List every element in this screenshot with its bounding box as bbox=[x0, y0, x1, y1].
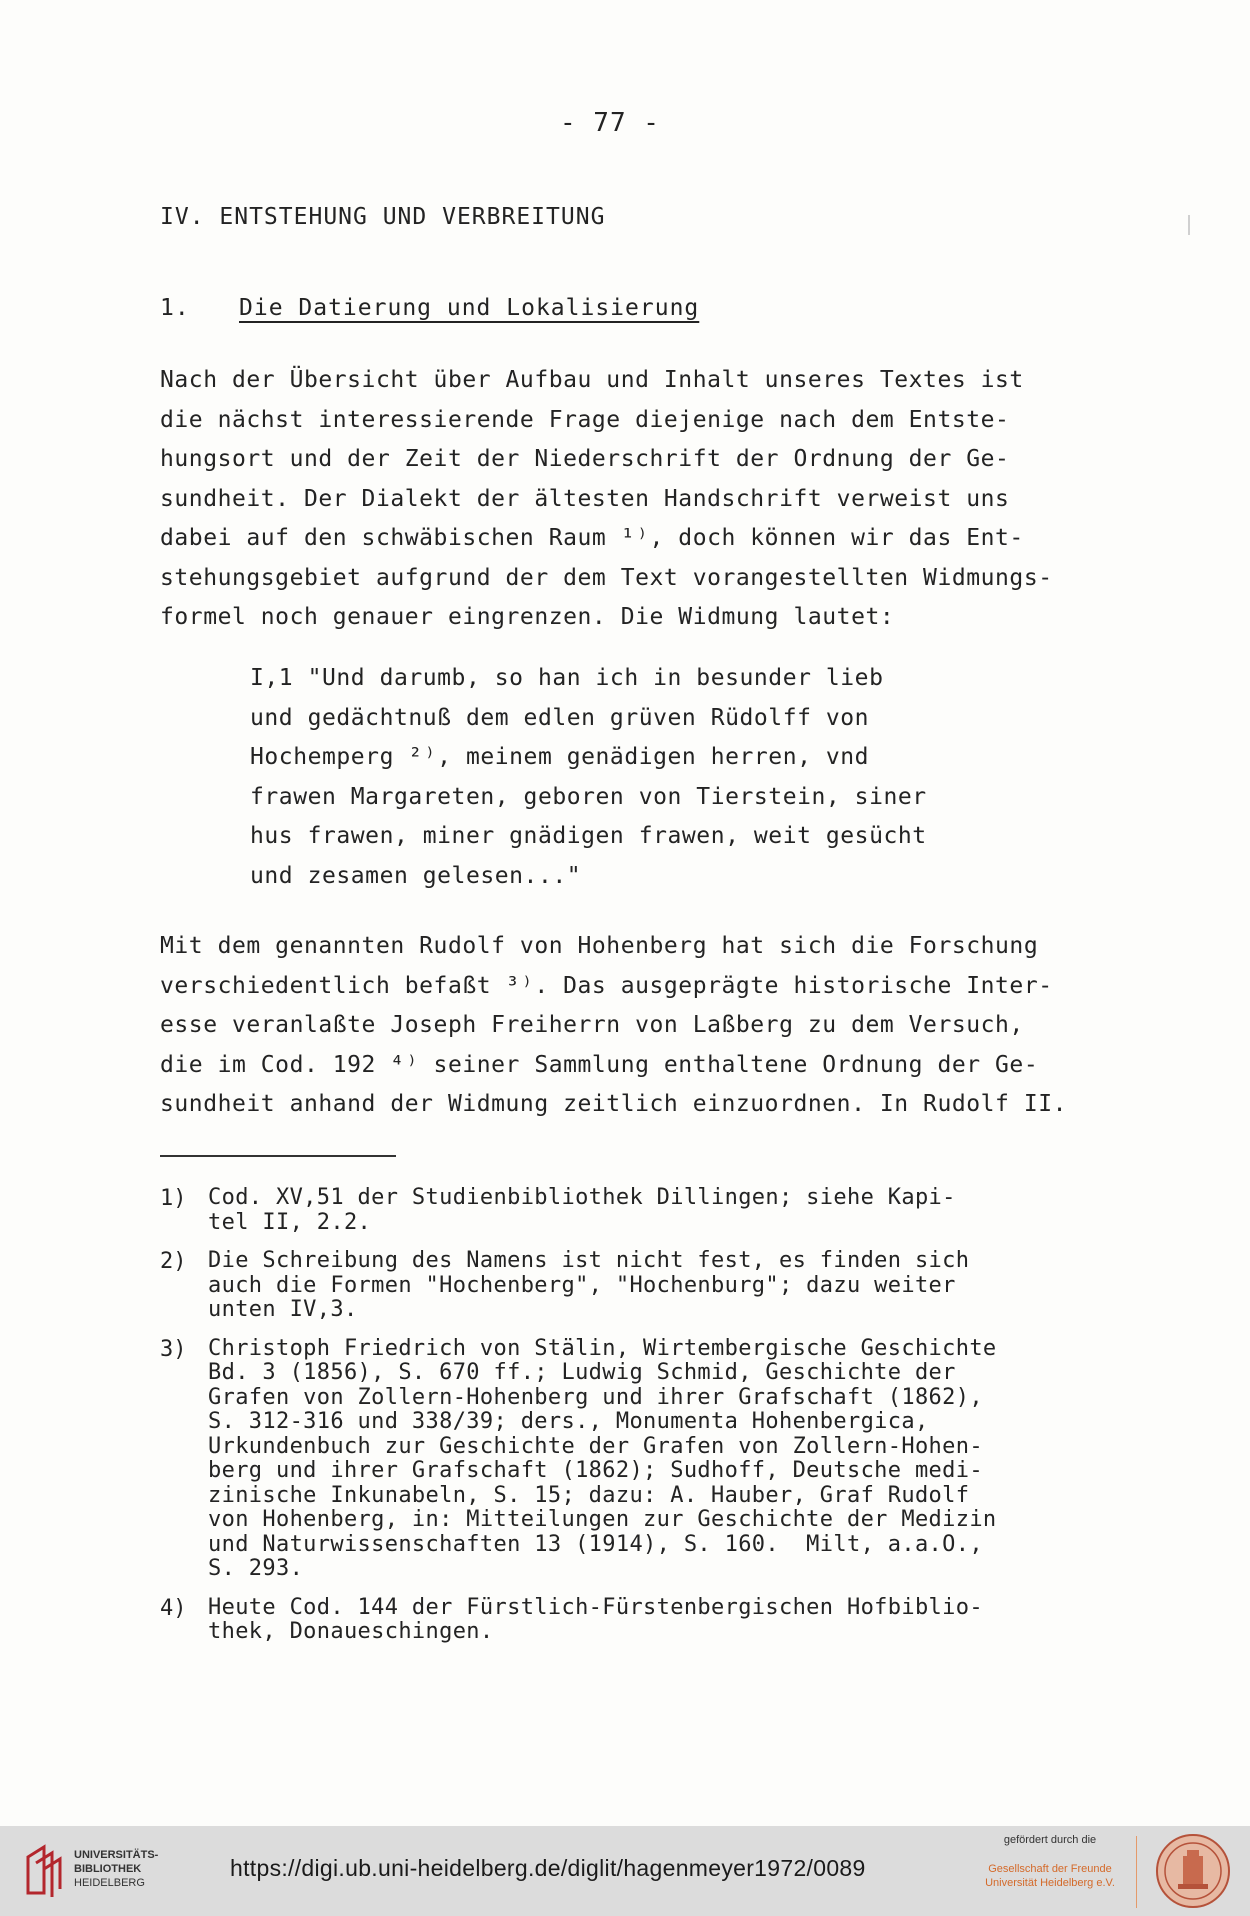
library-name-line: UNIVERSITÄTS- bbox=[74, 1849, 159, 1861]
body-paragraph-1: Nach der Übersicht über Aufbau und Inhalt unseres Textes ist die nächst interessierende Frage diejenige nach dem Entste- hungsort und der Zeit der Niederschrift der Ordnung der Ge- sundheit. Der Dialekt der ältesten Handschrift verweist uns dabei auf den schwäbischen Raum ¹⁾, doch können wir das Ent- stehungsgebiet aufgrund der dem Text vorangestellten Widmungs- formel noch genauer eingrenzen. Die Widmung lautet: bbox=[160, 367, 1053, 630]
footnote bbox=[160, 1249, 1150, 1323]
footnote bbox=[160, 1337, 1150, 1582]
sponsor-credit bbox=[960, 1834, 1140, 1890]
section-number: 1. bbox=[160, 295, 190, 321]
footnote bbox=[160, 1186, 1150, 1235]
footnote-number: 1) bbox=[160, 1186, 187, 1211]
permalink[interactable]: https://digi.ub.uni-heidelberg.de/diglit/hagenmeyer1972/0089 bbox=[230, 1855, 866, 1881]
section-heading bbox=[160, 295, 700, 321]
footnote-number: 2) bbox=[160, 1249, 187, 1274]
sponsor-name-line: Universität Heidelberg e.V. bbox=[985, 1877, 1115, 1889]
footnote-text: Die Schreibung des Namens ist nicht fest, es finden sich auch die Formen "Hochenberg", "Hochenburg"; dazu weiter unten IV,3. bbox=[208, 1248, 970, 1322]
library-name-line: BIBLIOTHEK bbox=[74, 1863, 142, 1875]
scan-mark bbox=[1188, 215, 1190, 235]
library-logo-icon bbox=[24, 1843, 64, 1899]
library-name bbox=[74, 1848, 158, 1890]
sponsor-name-line: Gesellschaft der Freunde bbox=[988, 1863, 1112, 1875]
body-paragraph-2: Mit dem genannten Rudolf von Hohenberg hat sich die Forschung verschiedentlich befaßt ³⁾. Das ausgeprägte historische Inter- esse veranlaßte Joseph Freiherrn von Laßberg zu dem Versuch, die im Cod. 192 ⁴⁾ seiner Sammlung enthaltene Ordnung der Ge- sundheit anhand der Widmung zeitlich einzuordnen. In Rudolf II. bbox=[160, 933, 1068, 1117]
footnote-text: Heute Cod. 144 der Fürstlich-Fürstenbergischen Hofbiblio- thek, Donaueschingen. bbox=[208, 1594, 983, 1644]
footnote-text: Christoph Friedrich von Stälin, Wirtembergische Geschichte Bd. 3 (1856), S. 670 ff.; Ludwig Schmid, Geschichte der Grafen von Zollern-Hohenberg und ihrer Grafschaft (1862), S. 312-316 und 338/39; ders., Monumenta Hohenbergica, Urkundenbuch zur Geschichte der Grafen von Zollern-Hohen- berg und ihrer Grafschaft (1862); Sudhoff, Deutsche medi- zinische Inkunabeln, S. 15; dazu: A. Hauber, Graf Rudolf von Hohenberg, in: Mitteilungen zur Geschichte der Medizin und Naturwissenschaften 13 (1914), S. 160. Milt, a.a.O., S. 293. bbox=[208, 1335, 997, 1581]
footnote-number: 3) bbox=[160, 1336, 187, 1362]
footnote bbox=[160, 1596, 1150, 1645]
footnotes bbox=[160, 1186, 1150, 1659]
university-seal-icon bbox=[1154, 1832, 1232, 1910]
footer-divider bbox=[1136, 1836, 1137, 1908]
footnote-text: Cod. XV,51 der Studienbibliothek Dillingen; siehe Kapi- tel II, 2.2. bbox=[208, 1185, 956, 1235]
section-title: Die Datierung und Lokalisierung bbox=[239, 295, 700, 321]
chapter-heading: IV. ENTSTEHUNG UND VERBREITUNG bbox=[160, 204, 606, 230]
page-number: - 77 - bbox=[560, 108, 660, 138]
viewer-footer bbox=[0, 1826, 1250, 1916]
footnote-number: 4) bbox=[160, 1595, 187, 1621]
footnote-rule bbox=[160, 1155, 396, 1157]
sponsor-prefix: gefördert durch die bbox=[1003, 1834, 1097, 1846]
dedication-quote: I,1 "Und darumb, so han ich in besunder lieb und gedächtnuß dem edlen grüven Rüdolff von Hochemperg ²⁾, meinem genädigen herren, vnd frawen Margareten, geboren von Tierstein, siner hus frawen, miner gnädigen frawen, weit gesücht und zesamen gelesen..." bbox=[250, 665, 927, 889]
library-name-line: HEIDELBERG bbox=[74, 1877, 145, 1889]
